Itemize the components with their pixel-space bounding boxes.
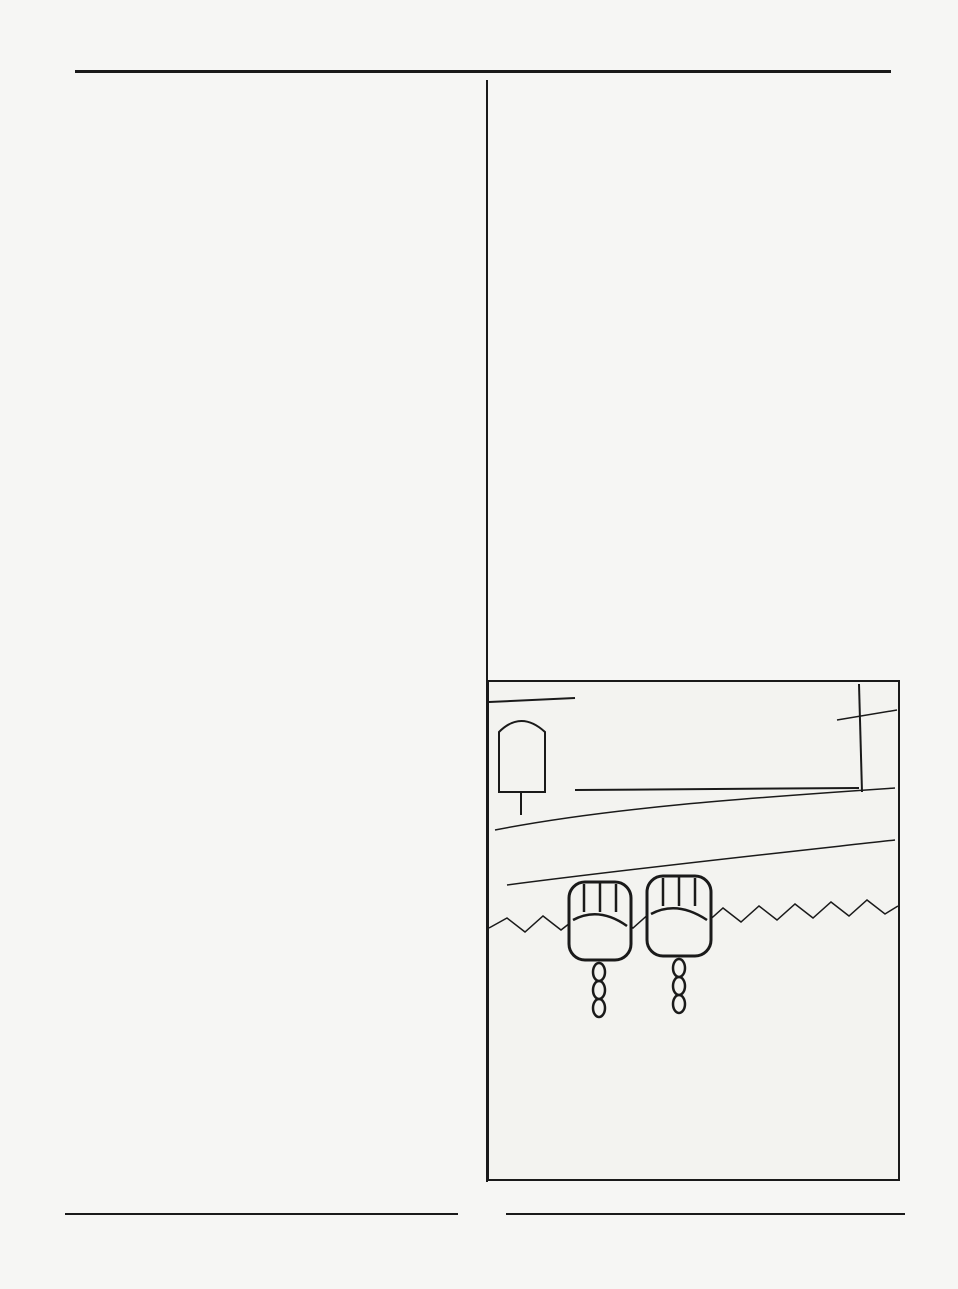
bottom-rule-left — [65, 1213, 458, 1215]
bottom-rule-right — [506, 1213, 905, 1215]
right-fist — [647, 876, 711, 956]
left-fist — [569, 882, 631, 960]
top-rule — [75, 70, 891, 73]
protest-illustration — [487, 680, 900, 1182]
